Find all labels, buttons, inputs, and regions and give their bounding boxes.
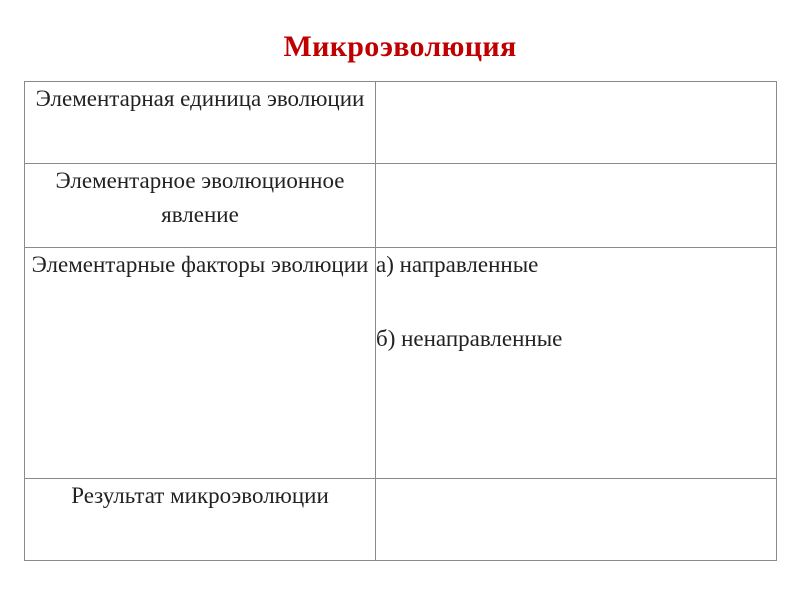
table-row bbox=[25, 164, 777, 248]
row-value bbox=[376, 479, 777, 561]
table-row bbox=[25, 248, 777, 479]
microevolution-table bbox=[24, 81, 777, 561]
row-value bbox=[376, 164, 777, 248]
slide-title: Микроэволюция bbox=[283, 30, 517, 63]
option-directed: а) направленные bbox=[376, 252, 539, 277]
row-label: Элементарное эволюционное явление bbox=[25, 164, 376, 248]
table-row bbox=[25, 479, 777, 561]
row-value bbox=[376, 82, 777, 164]
row-label: Элементарные факторы эволюции bbox=[25, 248, 376, 479]
row-label: Результат микроэволюции bbox=[25, 479, 376, 561]
row-label: Элементарная единица эволюции bbox=[25, 82, 376, 164]
table-row bbox=[25, 82, 777, 164]
option-undirected: б) ненаправленные bbox=[376, 326, 563, 351]
row-value bbox=[376, 248, 777, 479]
